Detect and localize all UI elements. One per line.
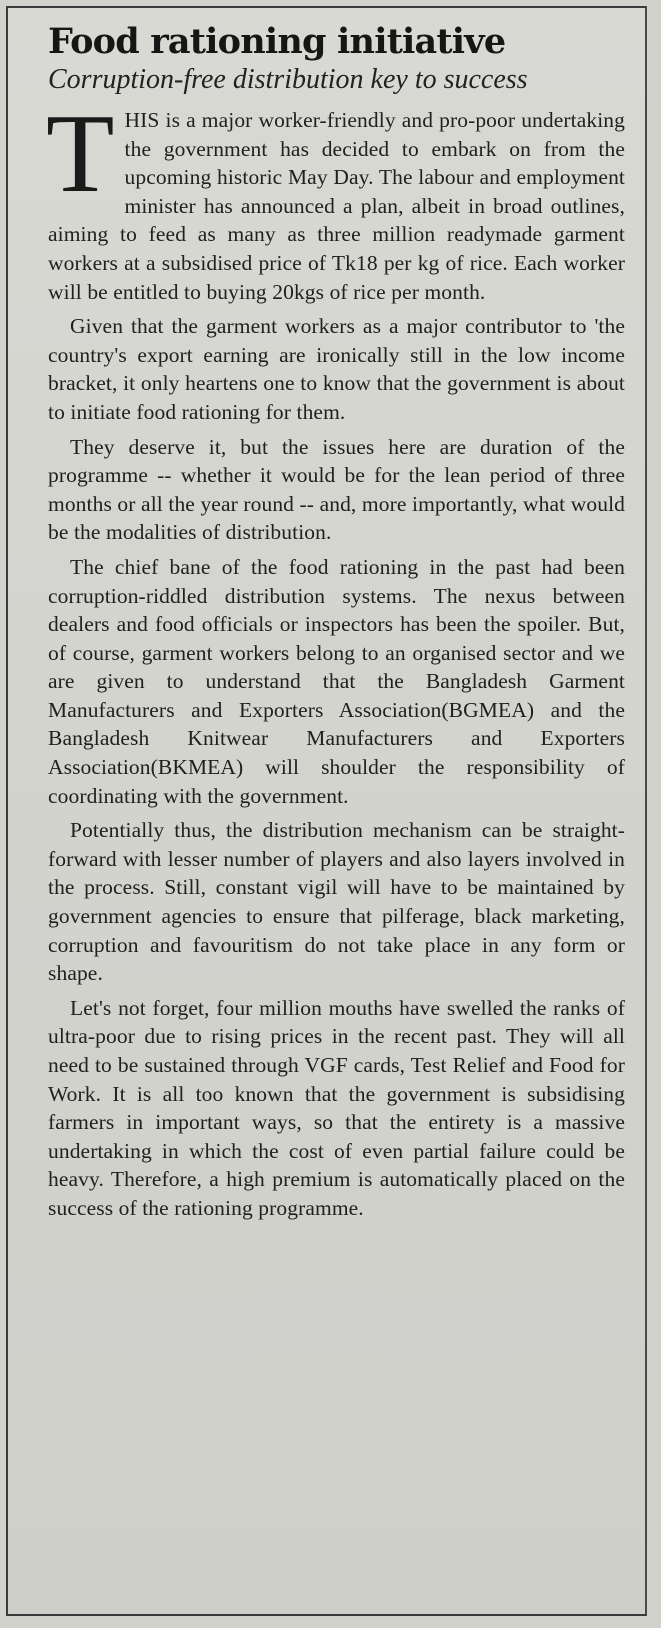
drop-cap: T	[46, 92, 115, 216]
subheadline: Corruption-free distribution key to success	[48, 64, 528, 95]
article-body	[46, 92, 625, 1223]
paragraph-6: Let's not forget, four million mouths have swelled the ranks of ultra-poor due to rising prices in the recent past. They will all need to be sustained through VGF cards, Test Relief and Food for Work. It is all too known that the government is subsidising farmers in important ways, so that the entirety is a massive undertaking in which the cost of even partial failure could be heavy. Therefore, a high premium is automatically placed on the success of the rationing programme.	[48, 995, 625, 1220]
paragraph-4: The chief bane of the food rationing in the past had been corruption-riddled distribution systems. The nexus between dealers and food officials or inspectors has been the spoiler. But, of course, garment workers belong to an organised sector and we are given to understand that the Bangladesh Garment Manufacturers and Exporters Association(BGMEA) and the Bangladesh Knitwear Manufacturers and Exporters Association(BKMEA) will shoulder the responsibility of coordinating with the government.	[48, 554, 625, 808]
paragraph-2: Given that the garment workers as a major contributor to 'the country's export earning are ironically still in the low income bracket, it only heartens one to know that the government is about to initiate food rationing for them.	[48, 314, 625, 424]
paragraph-5: Potentially thus, the distribution mechanism can be straight-forward with lesser number of players and also layers involved in the process. Still, constant vigil will have to be maintained by government agencies to ensure that pilferage, black marketing, corruption and favouritism do not take place in any form or shape.	[48, 818, 625, 986]
paragraph-3: They deserve it, but the issues here are duration of the programme -- whether it would be for the lean period of three months or all the year round -- and, more importantly, what would be the modalities of distribution.	[48, 434, 625, 545]
headline: Food rationing initiative	[48, 21, 506, 62]
lead-paragraph	[46, 92, 625, 306]
article-column	[6, 6, 647, 1616]
lead-paragraph-text: HIS is a major worker-friendly and pro-poor undertaking the government has decided to embark on from the upcoming historic May Day. The labour and employment minister has announced a plan, albeit in broad outlines, aiming to feed as many as three million readymade garment workers at a subsidised price of Tk18 per kg of rice. Each worker will be entitled to buying 20kgs of rice per month.	[48, 108, 625, 304]
